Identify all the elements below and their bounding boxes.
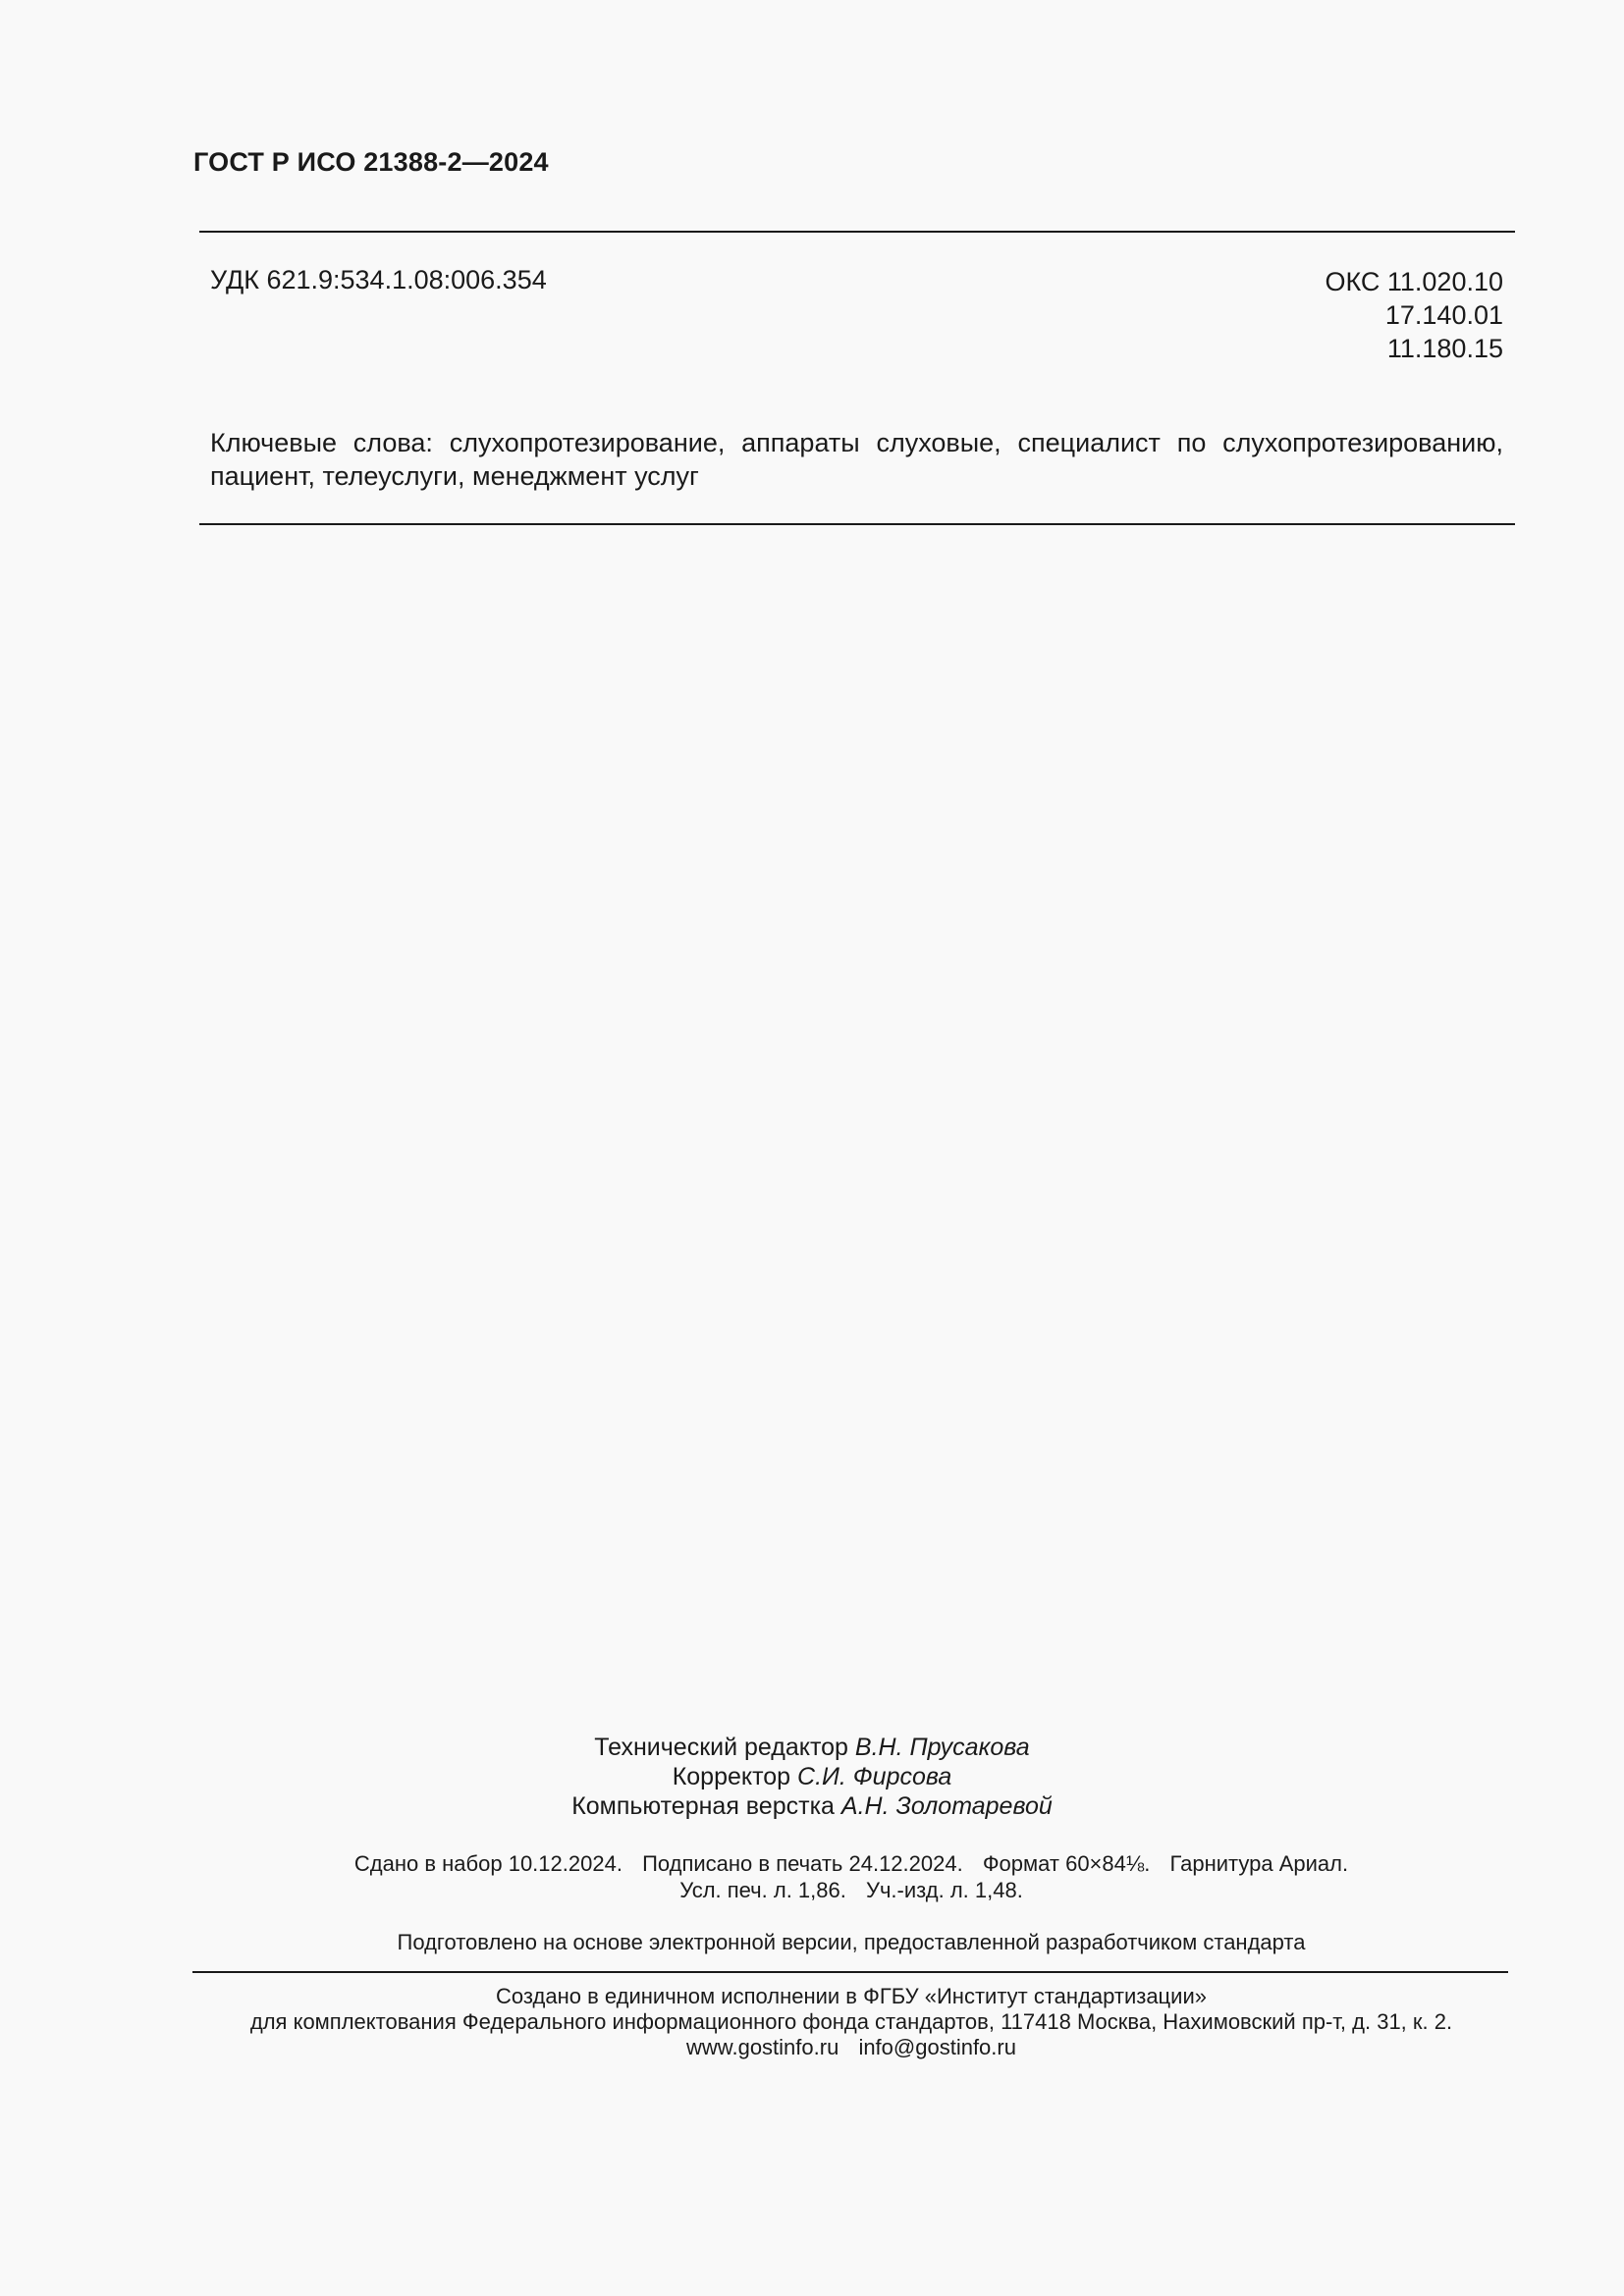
credits-block bbox=[0, 1733, 1624, 1821]
oks-code-line: 17.140.01 bbox=[1384, 300, 1503, 330]
print-sheets: Усл. печ. л. 1,86. bbox=[679, 1878, 846, 1902]
publisher-footer bbox=[0, 1984, 1624, 2060]
signed-date: Подписано в печать 24.12.2024. bbox=[642, 1851, 963, 1876]
layout-label: Компьютерная верстка bbox=[571, 1792, 835, 1820]
tech-editor-line bbox=[0, 1733, 1624, 1762]
keywords-paragraph: Ключевые слова: слухопротезирование, аппараты слуховые, специалист по слухопротезированию, пациент, телеуслуги, менеджмент услуг bbox=[210, 428, 1503, 491]
print-sheets-line bbox=[0, 1877, 1624, 1903]
print-info-block bbox=[0, 1850, 1624, 1903]
oks-code-line: ОКС 11.020.10 bbox=[1325, 267, 1503, 296]
oks-codes bbox=[1325, 265, 1503, 365]
prepared-note: Подготовлено на основе электронной версии, предоставленной разработчиком стандарта bbox=[397, 1930, 1306, 1954]
footer-line: Создано в единичном исполнении в ФГБУ «Институт стандартизации» bbox=[496, 1984, 1207, 2008]
publication-sheets: Уч.-изд. л. 1,48. bbox=[865, 1878, 1023, 1902]
corrector-name: С.И. Фирсова bbox=[797, 1763, 952, 1790]
tech-editor-label: Технический редактор bbox=[594, 1734, 848, 1761]
layout-name: А.Н. Золотаревой bbox=[840, 1792, 1053, 1820]
submitted-date: Сдано в набор 10.12.2024. bbox=[353, 1851, 623, 1876]
oks-code-line: 11.180.15 bbox=[1386, 334, 1503, 363]
tech-editor-name: В.Н. Прусакова bbox=[854, 1734, 1030, 1761]
print-info-line bbox=[0, 1850, 1624, 1877]
footer-contacts bbox=[0, 2035, 1624, 2060]
paper-format: Формат 60×84⅛. bbox=[982, 1851, 1151, 1876]
typeface: Гарнитура Ариал. bbox=[1169, 1851, 1349, 1876]
footer-line: для комплектования Федерального информационного фонда стандартов, 117418 Москва, Нахимовский пр-т, д. 31, к. 2. bbox=[249, 2009, 1453, 2034]
layout-line bbox=[0, 1791, 1624, 1821]
middle-divider bbox=[199, 523, 1515, 525]
website-link[interactable]: www.gostinfo.ru bbox=[686, 2035, 839, 2059]
top-divider bbox=[199, 231, 1515, 233]
udk-code: УДК 621.9:534.1.08:006.354 bbox=[210, 265, 547, 294]
corrector-label: Корректор bbox=[672, 1763, 791, 1790]
corrector-line bbox=[0, 1762, 1624, 1791]
bottom-divider bbox=[192, 1971, 1508, 1973]
standard-designation: ГОСТ Р ИСО 21388-2—2024 bbox=[193, 147, 549, 177]
email-link[interactable]: info@gostinfo.ru bbox=[858, 2035, 1016, 2059]
